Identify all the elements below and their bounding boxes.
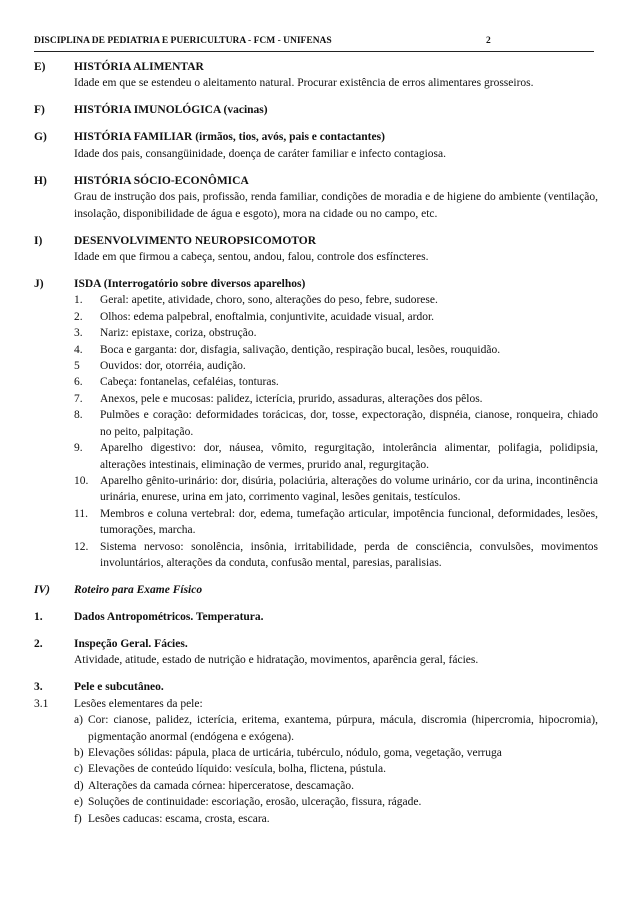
item-text: Boca e garganta: dor, disfagia, salivação, dentição, respiração bucal, lesões, rouquidão. <box>100 343 501 356</box>
item-number: 7. <box>74 392 83 405</box>
list-item <box>74 506 598 539</box>
list-item <box>74 309 598 325</box>
section-1 <box>34 609 598 625</box>
item-text: Anexos, pele e mucosas: palidez, icterícia, prurido, assaduras, alterações dos pêlos. <box>100 392 483 405</box>
list-item <box>74 794 598 810</box>
item-number: 12. <box>74 540 89 553</box>
page-number: 2 <box>486 36 491 46</box>
item-number: 11. <box>74 507 88 520</box>
list-item <box>74 358 598 374</box>
section-label: E) <box>34 61 46 73</box>
section-f <box>34 102 598 118</box>
item-letter: b) <box>74 746 84 759</box>
item-text: Lesões caducas: escama, crosta, escara. <box>88 812 270 825</box>
list-item <box>74 374 598 390</box>
section-e <box>34 59 598 92</box>
section-title: Inspeção Geral. Fácies. <box>74 637 188 650</box>
item-text: Ouvidos: dor, otorréia, audição. <box>100 360 246 373</box>
section-i <box>34 233 598 266</box>
header-rule <box>34 51 594 52</box>
item-number: 8. <box>74 409 83 422</box>
section-title: DESENVOLVIMENTO NEUROPSICOMOTOR <box>74 234 317 247</box>
item-text: Elevações de conteúdo líquido: vesícula, bolha, flictena, pústula. <box>88 763 386 776</box>
section-g <box>34 129 598 162</box>
section-h <box>34 173 598 222</box>
list-item <box>74 440 598 473</box>
section-title: ISDA (Interrogatório sobre diversos aparelhos) <box>74 278 306 291</box>
section-label: IV) <box>34 583 50 596</box>
section-text: Idade em que se estendeu o aleitamento natural. Procurar existência de erros alimentares grosseiros. <box>74 77 534 90</box>
item-letter: d) <box>74 779 84 792</box>
section-label: I) <box>34 234 43 247</box>
item-text: Elevações sólidas: pápula, placa de urticária, tubérculo, nódulo, goma, vegetação, verruga <box>88 746 502 759</box>
item-text: Aparelho digestivo: dor, náusea, vômito, regurgitação, intolerância alimentar, polifagia, polidipsia, alterações intestinais, eliminação de vermes, prurido anal, regurgitação. <box>100 442 598 471</box>
subsection-title: Lesões elementares da pele: <box>74 697 203 710</box>
item-text: Alterações da camada córnea: hiperceratose, descamação. <box>88 779 354 792</box>
list-item <box>74 391 598 407</box>
isda-list <box>74 292 598 571</box>
list-item <box>74 712 598 745</box>
item-number: 3. <box>74 327 83 340</box>
section-label: 1. <box>34 610 43 623</box>
subsection-label: 3.1 <box>34 697 49 710</box>
list-item <box>74 342 598 358</box>
list-item <box>74 292 598 308</box>
section-title: Dados Antropométricos. Temperatura. <box>74 610 264 623</box>
item-letter: e) <box>74 796 83 809</box>
item-number: 5 <box>74 360 80 373</box>
item-text: Cabeça: fontanelas, cefaléias, tonturas. <box>100 376 279 389</box>
section-3 <box>34 679 598 827</box>
list-item <box>74 745 598 761</box>
list-item <box>74 407 598 440</box>
section-title: HISTÓRIA ALIMENTAR <box>74 61 204 73</box>
item-number: 6. <box>74 376 83 389</box>
section-2 <box>34 636 598 669</box>
item-text: Pulmões e coração: deformidades torácicas, dor, tosse, expectoração, dispnéia, cianose, ronqueira, chiado no peito, palpitação. <box>100 409 598 438</box>
item-text: Membros e coluna vertebral: dor, edema, tumefação articular, impotência funcional, deformidades, lesões, tumorações, marcha. <box>100 507 598 537</box>
list-item <box>74 473 598 506</box>
item-number: 10. <box>74 474 89 487</box>
item-text: Cor: cianose, palidez, icterícia, eritema, exantema, púrpura, mácula, discromia (hipercromia, hipocromia), pigmentação anormal (endógena e exógena). <box>88 714 598 743</box>
subsection-3-1 <box>34 696 598 712</box>
section-title: HISTÓRIA FAMILIAR (irmãos, tios, avós, pais e contactantes) <box>74 131 385 144</box>
section-label: 2. <box>34 637 43 650</box>
item-text: Soluções de continuidade: escoriação, erosão, ulceração, fissura, rágade. <box>88 796 422 809</box>
page-header <box>34 36 594 50</box>
list-item <box>74 539 598 572</box>
item-letter: f) <box>74 812 82 825</box>
section-iv <box>34 582 598 598</box>
list-item <box>74 778 598 794</box>
item-text: Geral: apetite, atividade, choro, sono, alterações do peso, febre, sudorese. <box>100 294 438 307</box>
document-body <box>34 59 598 838</box>
list-item <box>74 811 598 827</box>
section-j <box>34 276 598 571</box>
header-title: DISCIPLINA DE PEDIATRIA E PUERICULTURA - FCM - UNIFENAS <box>34 36 332 46</box>
lesoes-list <box>74 712 598 827</box>
item-text: Sistema nervoso: sonolência, insônia, irritabilidade, perda de consciência, convulsões, movimentos involuntários, alterações da conduta, confusão mental, paresias, paralisias. <box>100 540 598 569</box>
section-label: F) <box>34 104 45 117</box>
section-label: J) <box>34 278 44 291</box>
section-label: H) <box>34 174 47 187</box>
section-title: Pele e subcutâneo. <box>74 681 164 694</box>
item-letter: c) <box>74 763 83 776</box>
section-title: HISTÓRIA IMUNOLÓGICA (vacinas) <box>74 104 268 117</box>
item-number: 4. <box>74 343 83 356</box>
item-number: 1. <box>74 294 83 307</box>
item-text: Aparelho gênito-urinário: dor, disúria, polaciúria, alterações do volume urinário, cor da urina, incontinência urinária, enurese, urina em jato, corrimento vaginal, lesões genitais, testículos. <box>100 474 598 504</box>
section-text: Atividade, atitude, estado de nutrição e hidratação, movimentos, aparência geral, fácies. <box>74 654 479 667</box>
section-text: Grau de instrução dos pais, profissão, renda familiar, condições de moradia e de higiene do ambiente (ventilação, insolação, disponibilidade de água e esgoto), mora na cidade ou no campo, etc. <box>74 191 598 220</box>
section-text: Idade dos pais, consangüinidade, doença de caráter familiar e infecto contagiosa. <box>74 147 446 160</box>
item-number: 2. <box>74 310 83 323</box>
item-number: 9. <box>74 442 83 455</box>
list-item <box>74 325 598 341</box>
section-label: G) <box>34 131 47 144</box>
list-item <box>74 761 598 777</box>
section-text: Idade em que firmou a cabeça, sentou, andou, falou, controle dos esfíncteres. <box>74 251 429 264</box>
section-label: 3. <box>34 681 43 694</box>
section-title: HISTÓRIA SÓCIO-ECONÔMICA <box>74 174 249 187</box>
section-title: Roteiro para Exame Físico <box>74 583 203 596</box>
item-text: Olhos: edema palpebral, enoftalmia, conjuntivite, acuidade visual, ardor. <box>100 310 435 323</box>
item-text: Nariz: epistaxe, coriza, obstrução. <box>100 327 257 340</box>
item-letter: a) <box>74 714 83 727</box>
